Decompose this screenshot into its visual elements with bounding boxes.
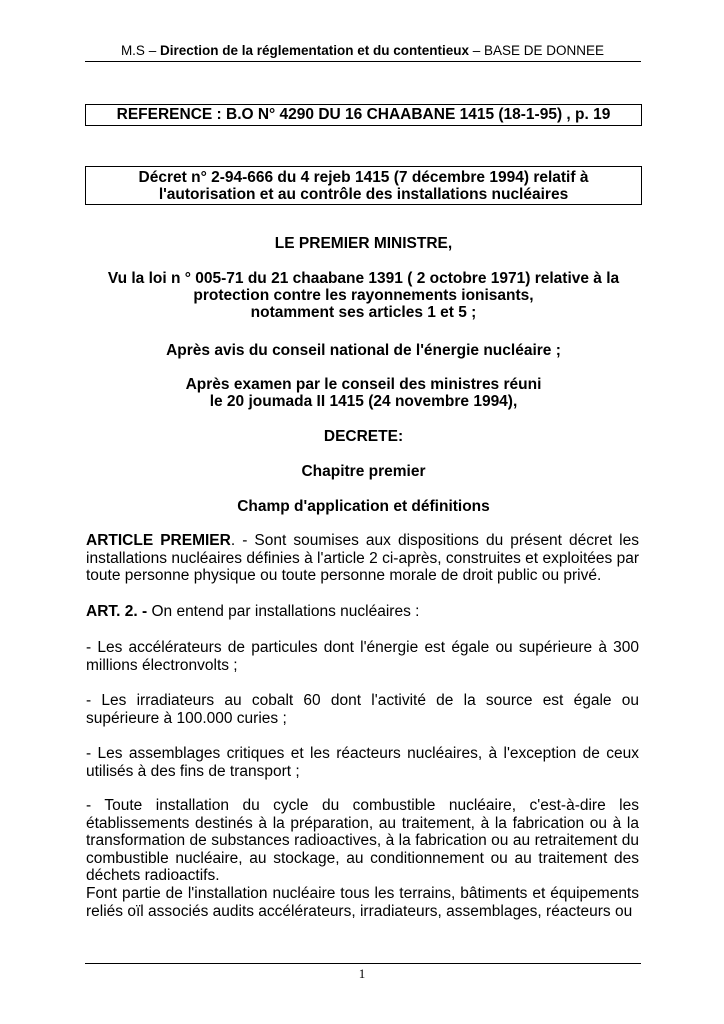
article-1-label: ARTICLE PREMIER — [86, 532, 231, 549]
decree-title-box — [85, 166, 642, 205]
footer-divider — [85, 963, 641, 964]
list-item: - Les assemblages critiques et les réacteurs nucléaires, à l'exception de ceux utilisés à des fins de transport ; — [86, 745, 639, 780]
article-2-label: ART. 2. - — [86, 603, 148, 620]
header-suffix: – BASE DE DONNEE — [469, 43, 605, 58]
page-header — [85, 42, 640, 60]
header-prefix: M.S – — [120, 43, 160, 58]
minister-heading: LE PREMIER MINISTRE, — [274, 235, 453, 252]
list-item: - Les accélérateurs de particules dont l'énergie est égale ou supérieure à 300 millions électronvolts ; — [86, 639, 639, 674]
article-1-text: . - Sont soumises aux dispositions du présent décret les installations nucléaires définies à l'article 2 ci-après, construites et exploitées par toute personne physique ou toute personne morale de droit public ou privé. — [86, 532, 639, 584]
chapter-title: Champ d'application et définitions — [237, 498, 490, 515]
examen-line-1: Après examen par le conseil des ministres réuni — [185, 376, 542, 393]
list-item: - Les irradiateurs au cobalt 60 dont l'activité de la source est égale ou supérieure à 100.000 curies ; — [86, 692, 639, 727]
reference-box — [85, 104, 642, 126]
examen-clause — [85, 376, 642, 410]
examen-line-2: le 20 joumada II 1415 (24 novembre 1994), — [209, 393, 518, 410]
vu-clause — [85, 270, 642, 321]
chapter-heading: Chapitre premier — [301, 463, 426, 480]
decrete-heading: DECRETE: — [323, 428, 404, 445]
avis-clause: Après avis du conseil national de l'énergie nucléaire ; — [166, 342, 561, 359]
page-number: 1 — [358, 966, 366, 981]
vu-line-2: protection contre les rayonnements ionisants, — [193, 287, 534, 304]
article-2-intro-text: On entend par installations nucléaires : — [147, 603, 420, 620]
header-divider — [85, 61, 641, 62]
article-2-intro — [86, 603, 639, 621]
list-item: - Toute installation du cycle du combustible nucléaire, c'est-à-dire les établissements destinés à la préparation, au traitement, à la fabrication ou à la transformation de substances radioactives, à la fabrication ou au retraitement du combustible nucléaire, au stockage, au conditionnement ou au traitement des déchets radioactifs. — [86, 797, 639, 884]
decree-title-line-2: l'autorisation et au contrôle des installations nucléaires — [158, 186, 569, 203]
vu-line-1: Vu la loi n ° 005-71 du 21 chaabane 1391 ( 2 octobre 1971) relative à la — [107, 270, 620, 287]
decree-title-line-1: Décret n° 2-94-666 du 4 rejeb 1415 (7 décembre 1994) relatif à — [138, 169, 589, 186]
reference-text: REFERENCE : B.O N° 4290 DU 16 CHAABANE 1415 (18-1-95) , p. 19 — [116, 106, 611, 123]
vu-line-3: notamment ses articles 1 et 5 ; — [250, 304, 477, 321]
closing-paragraph: Font partie de l'installation nucléaire tous les terrains, bâtiments et équipements reliés oïl associés audits accélérateurs, irradiateurs, assemblages, réacteurs ou — [86, 885, 639, 920]
header-department: Direction de la réglementation et du contentieux — [159, 43, 470, 58]
article-1-paragraph — [86, 532, 639, 585]
